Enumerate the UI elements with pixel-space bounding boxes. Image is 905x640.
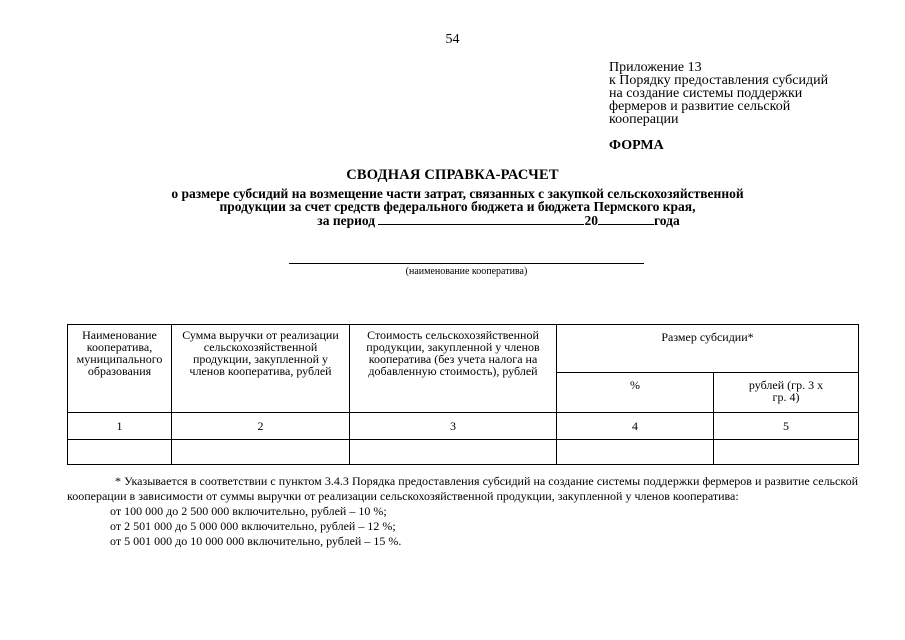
footnote-text: * Указывается в соответствии с пунктом 3.4.3 Порядка предоставления субсидий на создание системы поддержки фермеров и развитие сельской кооперации в зависимости от суммы выручки от реализации сельскохозяйственной продукции, закупленной у членов кооператива: (67, 474, 858, 503)
document-title: СВОДНАЯ СПРАВКА-РАСЧЕТ (346, 167, 559, 183)
subtitle-line-2: продукции за счет средств федерального бюджета и бюджета Пермского края, (219, 199, 696, 214)
column-number: 2 (172, 413, 350, 440)
data-cell[interactable] (172, 440, 350, 465)
appendix-note (609, 61, 828, 126)
page-number: 54 (445, 32, 460, 47)
header-product-cost: Стоимость сельскохозяйственной продукции, закупленной у членов кооператива (без учета налога на добавленную стоимость), рублей (350, 325, 557, 413)
column-number: 3 (350, 413, 557, 440)
data-cell[interactable] (714, 440, 859, 465)
period-line (60, 213, 855, 227)
data-cell[interactable] (350, 440, 557, 465)
subtitle-line-1: о размере субсидий на возмещение части затрат, связанных с закупкой сельскохозяйственной (171, 186, 744, 201)
header-revenue-sum: Сумма выручки от реализации сельскохозяйственной продукции, закупленной у членов кооператива, рублей (172, 325, 350, 413)
data-cell[interactable] (68, 440, 172, 465)
header-subsidy-size: Размер субсидии* (557, 325, 859, 373)
header-rubles: рублей (гр. 3 х гр. 4) (714, 373, 859, 413)
appendix-line: на создание системы поддержки (609, 86, 803, 101)
cooperative-caption: (наименование кооператива) (405, 266, 528, 277)
data-cell[interactable] (557, 440, 714, 465)
column-number: 4 (557, 413, 714, 440)
footnote (67, 474, 858, 549)
appendix-line: кооперации (609, 112, 679, 127)
period-blank[interactable] (378, 213, 584, 225)
document-subtitle (60, 187, 855, 227)
column-number: 1 (68, 413, 172, 440)
column-number: 5 (714, 413, 859, 440)
header-percent: % (557, 373, 714, 413)
year-blank[interactable] (598, 213, 654, 225)
header-cooperative-name: Наименование кооператива, муниципального образования (68, 325, 172, 413)
year-prefix: 20 (584, 213, 598, 228)
footnote-item: от 5 001 000 до 10 000 000 включительно, рублей – 15 %. (110, 534, 402, 548)
year-suffix: года (653, 213, 680, 228)
footnote-item: от 100 000 до 2 500 000 включительно, рублей – 10 %; (110, 504, 387, 518)
period-label: за период (317, 213, 376, 228)
footnote-item: от 2 501 000 до 5 000 000 включительно, рублей – 12 %; (110, 519, 396, 533)
cooperative-name-line[interactable] (289, 263, 644, 264)
form-label: ФОРМА (609, 138, 664, 153)
calculation-table (67, 324, 859, 465)
appendix-line: фермеров и развитие сельской (609, 99, 791, 114)
appendix-line: к Порядку предоставления субсидий (609, 73, 829, 88)
appendix-line: Приложение 13 (609, 60, 702, 75)
